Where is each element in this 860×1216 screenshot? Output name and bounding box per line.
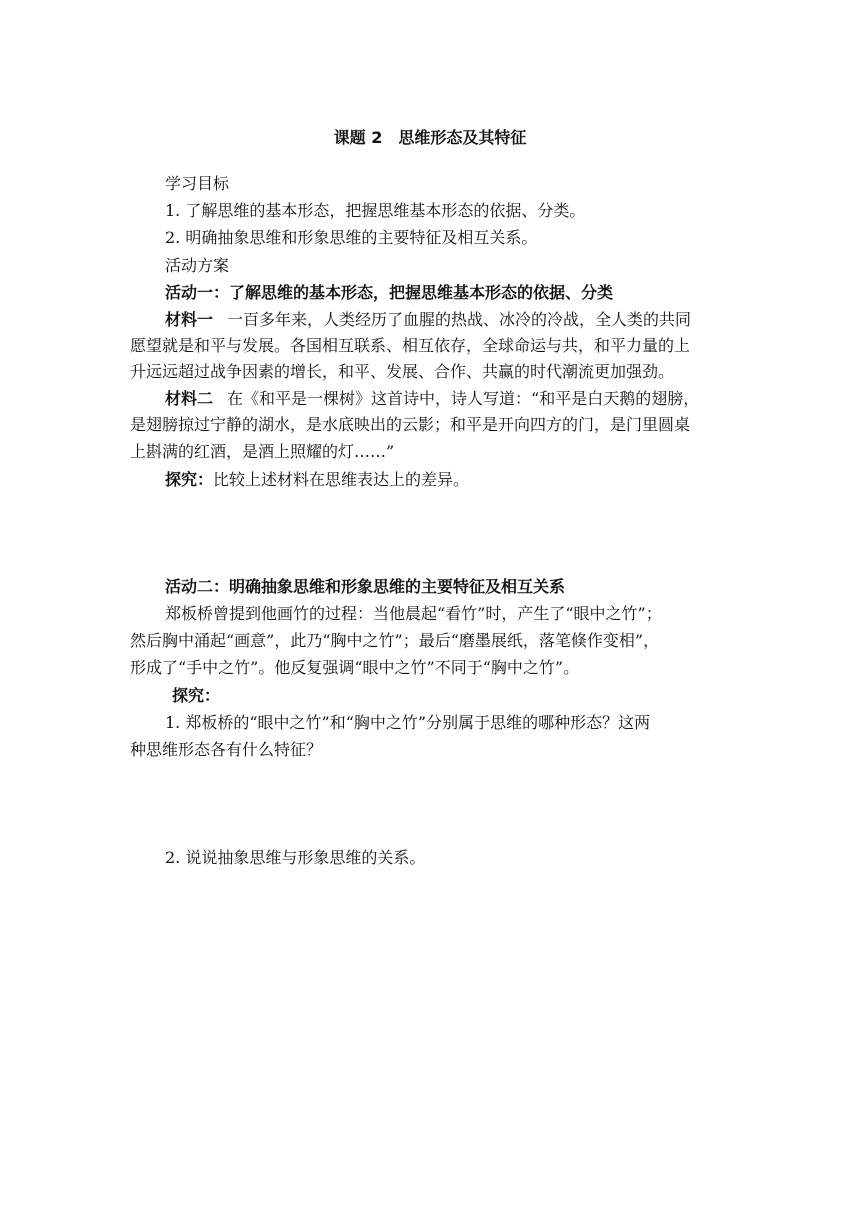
material2-line-2: 是翅膀掠过宁静的湖水，是水底映出的云影；和平是开向四方的门，是门里圆桌 [130,415,691,434]
plan-heading: 活动方案 [165,256,230,275]
activity2-explore-label: 探究： [172,686,221,705]
activity1-explore [165,470,469,490]
question-1-line-2: 种思维形态各有什么特征？ [130,740,323,759]
activity2-line-3: 形成了“手中之竹”。他反复强调“眼中之竹”不同于“胸中之竹”。 [130,658,580,677]
material2-label: 材料二 [165,389,214,408]
activity1-heading: 活动一：了解思维的基本形态，把握思维基本形态的依据、分类 [165,283,614,302]
question-1-line-1: 1. 郑板桥的“眼中之竹”和“胸中之竹”分别属于思维的哪种形态？这两 [165,713,651,732]
material1-line-2: 愿望就是和平与发展。各国相互联系、相互依存，全球命运与共，和平力量的上 [130,336,691,355]
activity2-heading: 活动二：明确抽象思维和形象思维的主要特征及相互关系 [165,577,566,596]
material1-line-3: 升远远超过战争因素的增长，和平、发展、合作、共赢的时代潮流更加强劲。 [130,362,675,381]
objective-item-2: 2. 明确抽象思维和形象思维的主要特征及相互关系。 [165,228,538,247]
material2-line-1: 在《和平是一棵树》这首诗中，诗人写道：“和平是白天鹅的翅膀， [227,389,700,408]
activity1-explore-label: 探究： [165,470,214,489]
objectives-heading: 学习目标 [165,174,230,193]
material1-first-line [165,310,691,330]
question-2-line-1: 2. 说说抽象思维与形象思维的关系。 [165,848,426,867]
material2-line-3: 上斟满的红酒，是酒上照耀的灯……” [130,442,395,461]
page-title: 课题 2 思维形态及其特征 [333,128,527,147]
material2-first-line [165,389,699,409]
material1-line-1: 一百多年来，人类经历了血腥的热战、冰冷的冷战，全人类的共同 [227,310,692,329]
activity2-line-1: 郑板桥曾提到他画竹的过程：当他晨起“看竹”时，产生了“眼中之竹”； [165,604,662,623]
activity1-explore-text: 比较上述材料在思维表达上的差异。 [213,470,470,489]
material1-label: 材料一 [165,310,214,329]
objective-item-1: 1. 了解思维的基本形态，把握思维基本形态的依据、分类。 [165,201,586,220]
activity2-line-2: 然后胸中涌起“画意”，此乃“胸中之竹”；最后“磨墨展纸，落笔倏作变相”， [130,631,660,650]
